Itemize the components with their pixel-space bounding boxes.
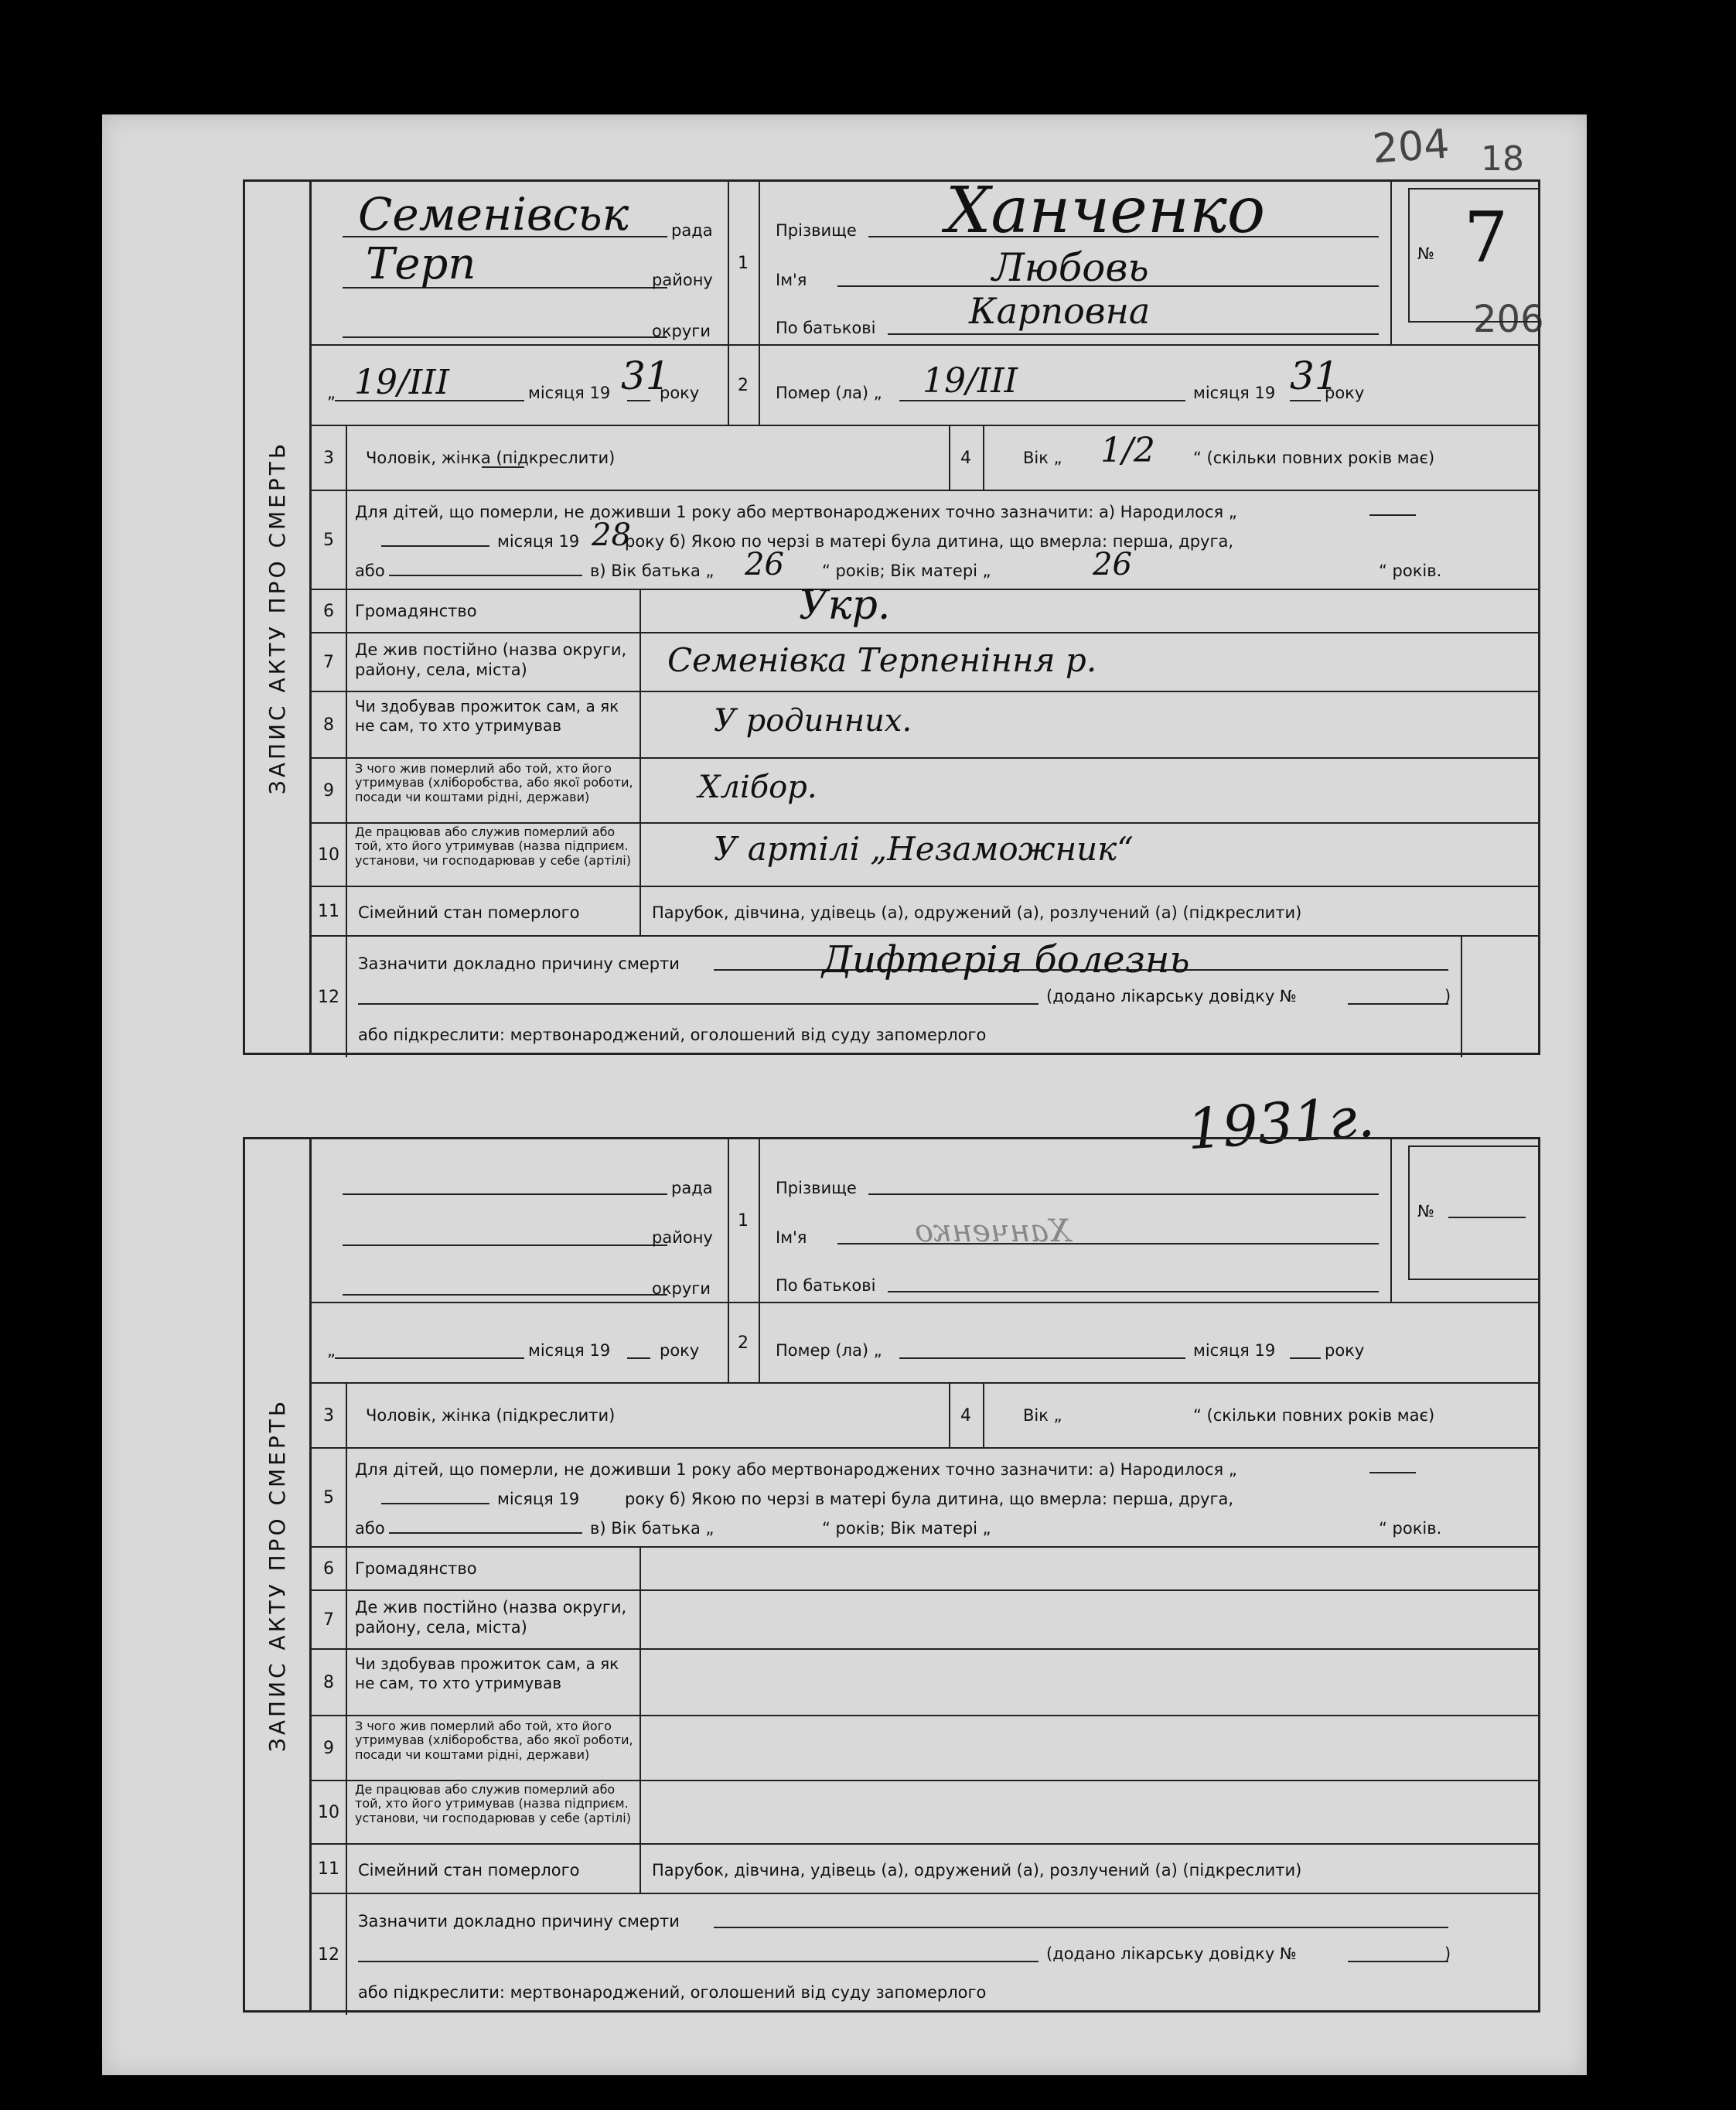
label-cert: (додано лікарську довідку № [1046, 1944, 1297, 1963]
label-sex: Чоловік, жінка (підкреслити) [366, 449, 616, 467]
value-born-year: 28 [592, 517, 631, 553]
label-children-4: або [355, 562, 385, 580]
row-number: 10 [312, 1781, 347, 1843]
value-reg-day: 19/ІІІ [354, 363, 449, 402]
row-6-citizenship [312, 582, 1538, 632]
label-cert: (додано лікарську довідку № [1046, 987, 1297, 1005]
row-number: 3 [312, 426, 347, 490]
row-number: 5 [312, 1449, 347, 1546]
row-number: 4 [949, 426, 984, 490]
death-record-form-2 [243, 1137, 1540, 2013]
row-number: 3 [312, 1384, 347, 1447]
label-children-7: “ років. [1379, 562, 1442, 580]
form-vertical-title: ЗАПИС АКТУ ПРО СМЕРТЬ [245, 1139, 312, 2010]
label-reg-month: місяця 19 [528, 1341, 611, 1360]
page-number-top: 204 [1371, 121, 1451, 173]
label-citizenship: Громадянство [355, 1559, 477, 1578]
label-death-year: року [1325, 1341, 1365, 1360]
label-reg-year: року [660, 1341, 700, 1360]
label-children-1: Для дітей, що померли, не доживши 1 року або мертвонароджених точно зазначити: а) Народилося „ [355, 503, 1237, 521]
value-death-day: 19/ІІІ [923, 361, 1018, 401]
row-7-residence [312, 632, 1538, 691]
label-death-year: року [1325, 384, 1365, 402]
death-record-form-1 [243, 174, 1540, 1055]
value-father-age: 26 [745, 547, 784, 582]
label-work: Де працював або служив померлий або той, хто його утримував (назва підприєм. установи, чи господарював у себе (артілі) [355, 1782, 631, 1825]
row-number: 9 [312, 759, 347, 822]
row-5-children [312, 1447, 1538, 1546]
value-age: 1/2 [1100, 431, 1155, 470]
label-work: Де працював або служив померлий або той, хто його утримував (назва підприєм. установи, чи господарював у себе (артілі) [355, 825, 631, 868]
row-number: 6 [312, 590, 347, 632]
value-cause: Дифтерія болезнь [822, 938, 1190, 982]
label-children-6: “ років; Вік матері „ [822, 562, 991, 580]
label-residence: Де жив постійно (назва округи, району, села, міста) [355, 1598, 627, 1637]
label-children-3: року б) Якою по черзі в матері була дитина, що вмерла: перша, друга, [625, 1490, 1234, 1508]
row-6-citizenship [312, 1546, 1538, 1589]
value-residence: Семенівка Терпеніння р. [667, 641, 1097, 679]
label-died: Помер (ла) „ [776, 1341, 882, 1360]
label-marital-options: Парубок, дівчина, удівець (а), одружений (а), розлучений (а) (підкреслити) [652, 1861, 1302, 1880]
label-cause: Зазначити докладно причину смерти [358, 954, 680, 973]
value-surname: Ханченко [946, 174, 1266, 248]
label-name: Ім'я [776, 271, 807, 289]
row-number: 4 [949, 1384, 984, 1447]
label-livelihood: Чи здобував прожиток сам, а як не сам, то хто утримував [355, 697, 619, 735]
label-children-1: Для дітей, що померли, не доживши 1 року або мертвонароджених точно зазначити: а) Народилося „ [355, 1460, 1237, 1479]
row-number: 10 [312, 824, 347, 886]
row-10-work [312, 822, 1538, 886]
row-7-residence [312, 1589, 1538, 1648]
row-header [312, 1139, 1538, 1302]
label-age: Вік „ [1023, 1406, 1062, 1425]
page-number-side: 18 [1481, 139, 1524, 179]
row-number: 7 [312, 1591, 347, 1648]
label-surname: Прізвище [776, 221, 857, 240]
label-rada: рада [671, 1179, 713, 1197]
row-number: 9 [312, 1716, 347, 1780]
row-number: 7 [312, 633, 347, 691]
label-income: З чого жив померлий або той, хто його утримував (хліборобства, або якої роботи, посади чи коштами рідні, держави) [355, 1719, 633, 1762]
label-residence: Де жив постійно (назва округи, району, села, міста) [355, 640, 627, 680]
label-number: № [1417, 244, 1434, 263]
value-raion: Терп [366, 239, 476, 289]
row-header [312, 174, 1538, 344]
year-note: 1931г. [1185, 1084, 1377, 1163]
label-children-4: або [355, 1519, 385, 1538]
label-income: З чого жив померлий або той, хто його утримував (хліборобства, або якої роботи, посади чи коштами рідні, держави) [355, 761, 633, 804]
label-citizenship: Громадянство [355, 602, 477, 620]
form-vertical-title: ЗАПИС АКТУ ПРО СМЕРТЬ [245, 182, 312, 1053]
row-number: 11 [312, 1845, 347, 1893]
label-children-2: місяця 19 [497, 532, 580, 551]
row-number: 11 [312, 887, 347, 935]
label-surname: Прізвище [776, 1179, 857, 1197]
label-age: Вік „ [1023, 449, 1062, 467]
label-children-6: “ років; Вік матері „ [822, 1519, 991, 1538]
value-death-year: 31 [1290, 353, 1339, 398]
row-3-4 [312, 1382, 1538, 1447]
label-reg-month: місяця 19 [528, 384, 611, 402]
label-died: Помер (ла) „ [776, 384, 882, 402]
label-patronymic: По батькові [776, 1276, 876, 1295]
label-name: Ім'я [776, 1228, 807, 1247]
label-rada: рада [671, 221, 713, 240]
label-okrugy: округи [652, 1279, 711, 1298]
label-marital: Сімейний стан померлого [358, 1861, 580, 1880]
label-raion: району [652, 1228, 713, 1247]
value-mother-age: 26 [1093, 547, 1132, 582]
label-number: № [1417, 1202, 1434, 1221]
label-marital-options: Парубок, дівчина, удівець (а), одружений (а), розлучений (а) (підкреслити) [652, 903, 1302, 922]
row-10-work [312, 1780, 1538, 1843]
label-age-note: “ (скільки повних років має) [1193, 1406, 1435, 1425]
row-3-4 [312, 425, 1538, 490]
row-11-marital [312, 886, 1538, 935]
label-children-5: в) Вік батька „ [590, 1519, 715, 1538]
row-9-income [312, 757, 1538, 822]
value-number: 7 [1464, 197, 1509, 278]
row-8-livelihood [312, 691, 1538, 757]
value-work: У артілі „Незаможник“ [714, 830, 1134, 868]
label-cause: Зазначити докладно причину смерти [358, 1912, 680, 1931]
label-children-5: в) Вік батька „ [590, 562, 715, 580]
value-citizenship: Укр. [799, 582, 891, 629]
label-livelihood: Чи здобував прожиток сам, а як не сам, то хто утримував [355, 1654, 619, 1692]
label-death-month: місяця 19 [1193, 1341, 1276, 1360]
label-raion: району [652, 271, 713, 289]
value-rada: Семенівськ [358, 188, 629, 241]
row-number: 6 [312, 1548, 347, 1589]
row-number: 8 [312, 1650, 347, 1715]
label-reg-year: року [660, 384, 700, 402]
row-12-cause: 12 Зазначити докладно причину смерти Дифтерія болезнь (додано лікарську довідку № ) або підкреслити: мертвонароджений, оголошений від суду запомерлого [312, 935, 1538, 1057]
value-name: Любовь [992, 245, 1149, 290]
label-children-3: року б) Якою по черзі в матері була дитина, що вмерла: перша, друга, [625, 532, 1234, 551]
row-12-cause: 12 Зазначити докладно причину смерти (додано лікарську довідку № ) або підкреслити: мертвонароджений, оголошений від суду запомерлого [312, 1893, 1538, 2015]
label-marital: Сімейний стан померлого [358, 903, 580, 922]
row-9-income [312, 1715, 1538, 1780]
row-number: 12 [312, 937, 347, 1057]
label-okrugy: округи [652, 322, 711, 340]
row-number: 1 [738, 253, 749, 273]
label-children-7: “ років. [1379, 1519, 1442, 1538]
label-stillborn: або підкреслити: мертвонароджений, оголошений від суду запомерлого [358, 1983, 987, 2002]
value-income: Хлібор. [698, 770, 817, 805]
row-number: 1 [738, 1210, 749, 1231]
row-number: 2 [738, 375, 749, 395]
value-reg-year: 31 [621, 353, 670, 398]
label-children-2: місяця 19 [497, 1490, 580, 1508]
row-2-dates: 2 „ 19/ІІІ місяця 19 31 року Помер (ла) „ 19/ІІІ місяця 19 31 року [312, 344, 1538, 425]
faint-bleed-through: Ханченко [915, 1214, 1071, 1249]
value-livelihood: У родинних. [714, 703, 912, 739]
row-number: 8 [312, 692, 347, 757]
label-age-note: “ (скільки повних років має) [1193, 449, 1435, 467]
label-sex: Чоловік, жінка (підкреслити) [366, 1406, 616, 1425]
row-2-dates: 2 „ місяця 19 року Помер (ла) „ місяця 19 року [312, 1302, 1538, 1382]
row-number: 5 [312, 491, 347, 589]
label-death-month: місяця 19 [1193, 384, 1276, 402]
row-number: 2 [738, 1333, 749, 1353]
row-5-children [312, 490, 1538, 589]
label-patronymic: По батькові [776, 319, 876, 337]
row-11-marital [312, 1843, 1538, 1893]
row-number: 12 [312, 1894, 347, 2015]
value-patronymic: Карповна [969, 290, 1151, 332]
page-number-corrected: 206 [1473, 298, 1544, 341]
row-8-livelihood [312, 1648, 1538, 1715]
label-stillborn: або підкреслити: мертвонароджений, оголошений від суду запомерлого [358, 1026, 987, 1044]
